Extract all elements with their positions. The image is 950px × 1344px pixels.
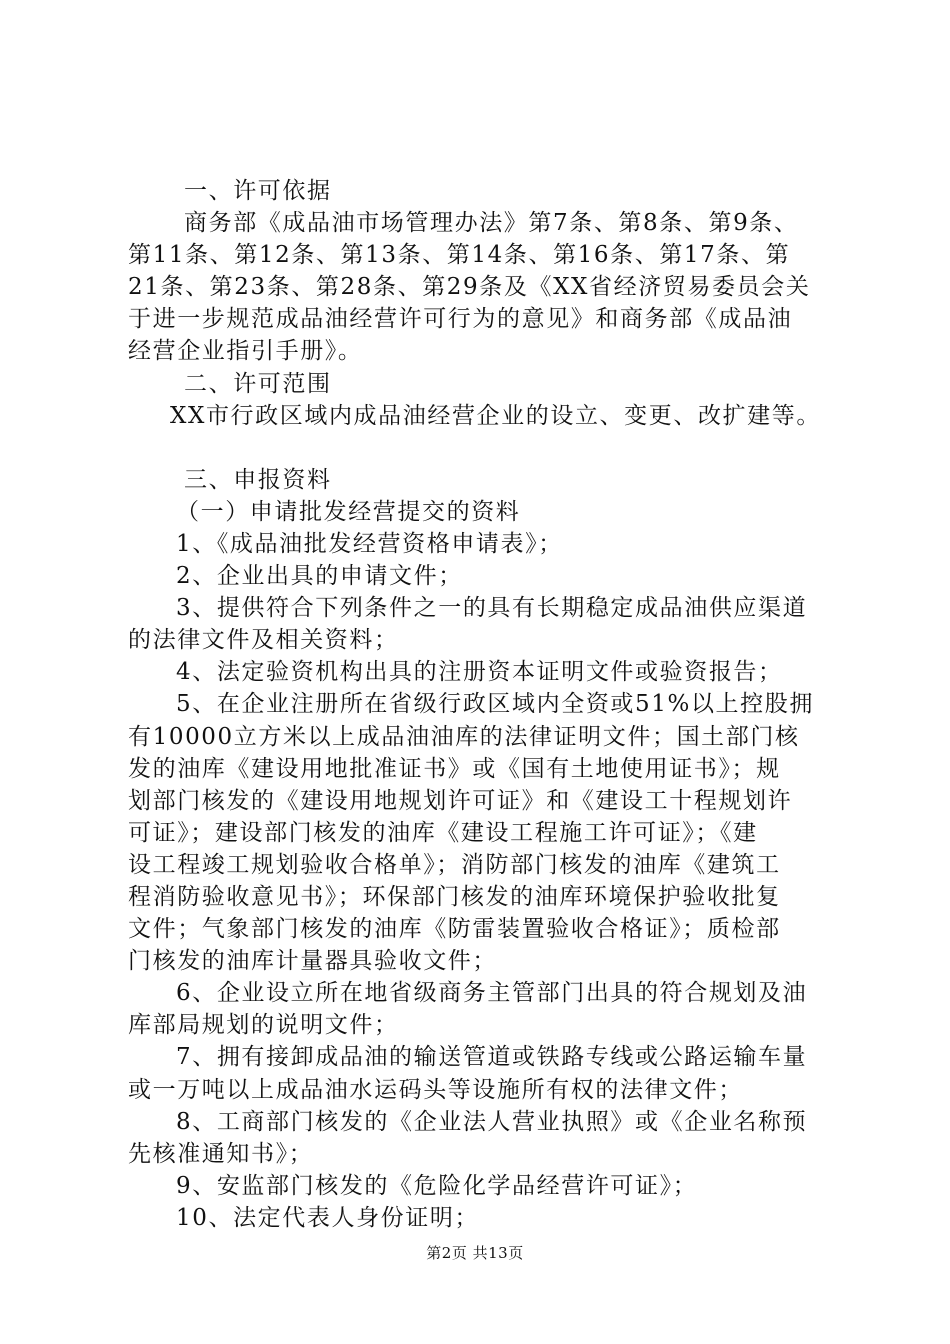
paragraph-line: 于进一步规范成品油经营许可行为的意见》和商务部《成品油 (128, 306, 793, 333)
list-item-continuation: 先核准通知书》； (128, 1140, 314, 1167)
document-body (128, 175, 833, 1234)
list-item: 8、工商部门核发的《企业法人营业执照》或《企业名称预 (176, 1108, 808, 1135)
list-item-continuation: 设工程竣工规划验收合格单》；消防部门核发的油库《建筑工 (128, 851, 781, 878)
list-item-continuation: 的法律文件及相关资料； (128, 627, 399, 654)
list-item-continuation: 程消防验收意见书》；环保部门核发的油库环境保护验收批复 (128, 883, 781, 910)
list-item-continuation: 库部局规划的说明文件； (128, 1012, 399, 1039)
list-item: 3、提供符合下列条件之一的具有长期稳定成品油供应渠道 (176, 595, 808, 622)
subsection-heading: （一）申请批发经营提交的资料 (176, 498, 521, 525)
list-item-continuation: 文件；气象部门核发的油库《防雷装置验收合格证》；质检部 (128, 916, 781, 943)
paragraph-line: 第11条、第12条、第13条、第14条、第16条、第17条、第 (128, 242, 791, 269)
list-item-continuation: 可证》；建设部门核发的油库《建设工程施工许可证》；《建 (128, 819, 758, 846)
list-item: 6、企业设立所在地省级商务主管部门出具的符合规划及油 (176, 980, 808, 1007)
list-item: 4、法定验资机构出具的注册资本证明文件或验资报告； (176, 659, 783, 686)
paragraph-line: 经营企业指引手册》。 (128, 338, 363, 365)
list-item: 5、在企业注册所在省级行政区域内全资或51%以上控股拥 (176, 691, 814, 718)
list-item: 7、拥有接卸成品油的输送管道或铁路专线或公路运输车量 (176, 1044, 808, 1071)
blank-line (128, 432, 833, 464)
section-heading-basis: 一、许可依据 (184, 178, 332, 204)
list-item: 10、法定代表人身份证明； (176, 1204, 480, 1231)
list-item-continuation: 或一万吨以上成品油水运码头等设施所有权的法律文件； (128, 1076, 743, 1103)
list-item-continuation: 发的油库《建设用地批准证书》或《国有土地使用证书》；规 (128, 755, 781, 782)
list-item: 9、安监部门核发的《危险化学品经营许可证》； (176, 1172, 698, 1199)
list-item: 2、企业出具的申请文件； (176, 563, 463, 590)
list-item-continuation: 划部门核发的《建设用地规划许可证》和《建设工十程规划许 (128, 787, 793, 814)
section-heading-scope: 二、许可范围 (184, 370, 332, 397)
page-footer: 第2页 共13页 (426, 1244, 524, 1262)
paragraph-line: 商务部《成品油市场管理办法》第7条、第8条、第9条、 (184, 210, 799, 237)
section-heading-materials: 三、申报资料 (184, 466, 332, 493)
list-item: 1、《成品油批发经营资格申请表》； (176, 530, 563, 557)
paragraph-line: XX市行政区域内成品油经营企业的设立、变更、改扩建等。 (170, 402, 821, 429)
list-item-continuation: 有10000立方米以上成品油油库的法律证明文件；国土部门核 (128, 723, 800, 750)
paragraph-line: 21条、第23条、第28条、第29条及《XX省经济贸易委员会关 (128, 274, 811, 301)
list-item-continuation: 门核发的油库计量器具验收文件； (128, 948, 497, 975)
